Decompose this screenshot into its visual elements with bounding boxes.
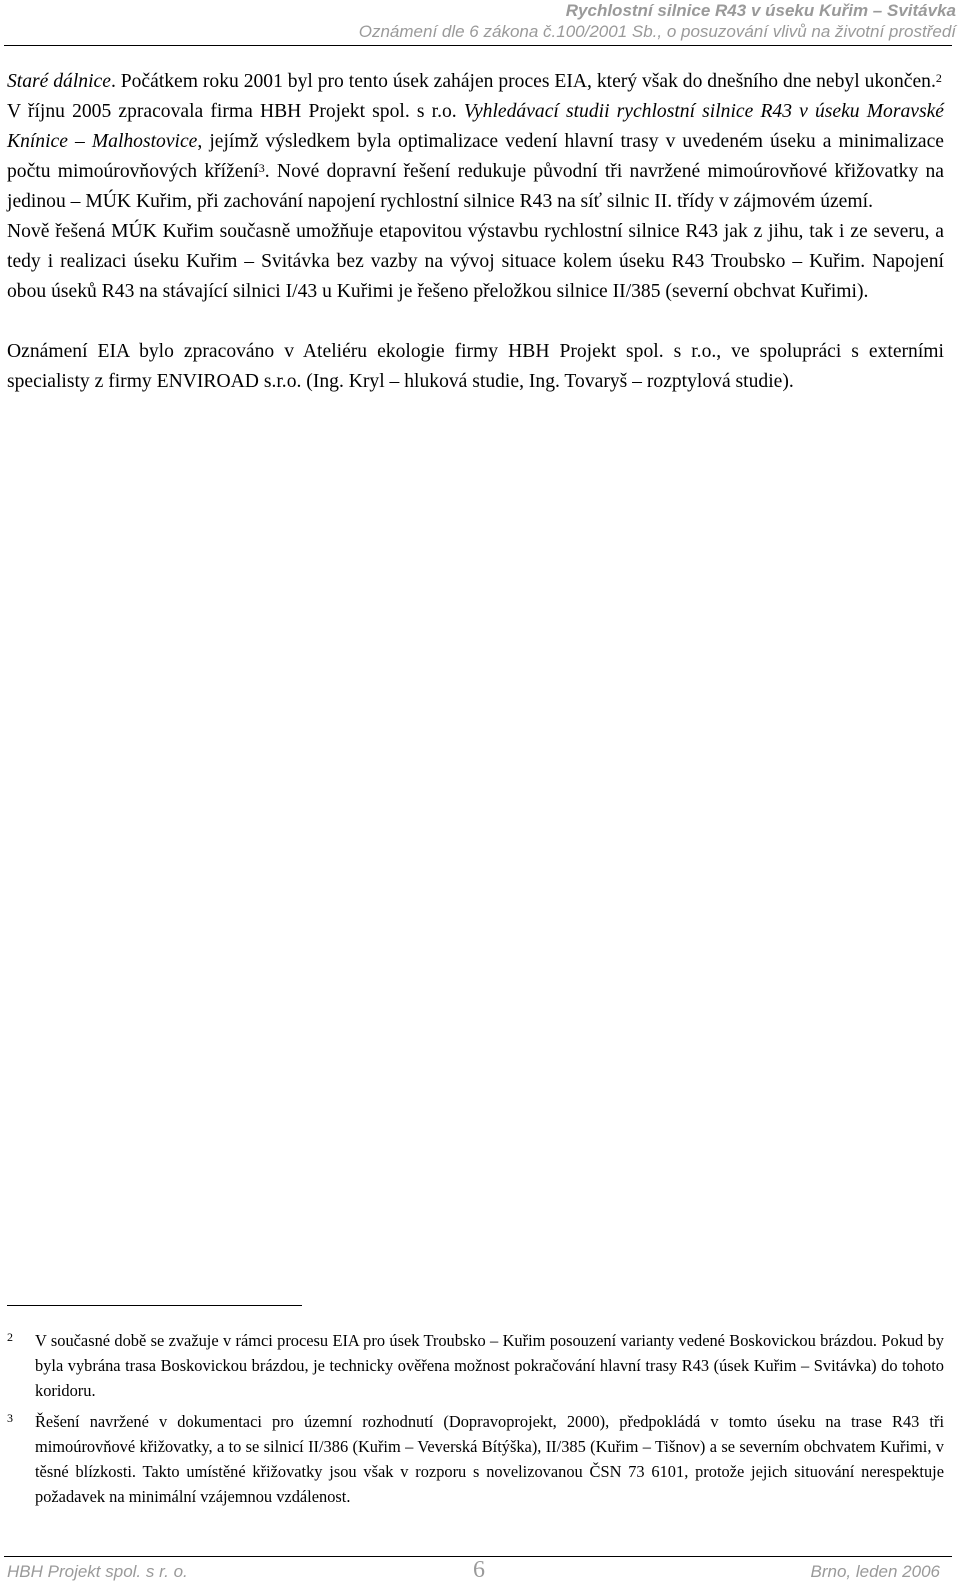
footnotes [7,1328,944,1515]
footnote-divider [7,1305,302,1306]
page-number: 6 [473,1557,485,1583]
footnote-text: Řešení navržené v dokumentaci pro územní rozhodnutí (Dopravoprojekt, 2000), předpokládá v tomto úseku na trase R43 tři mimoúrovňové křižovatky, a to se silnicí II/386 (Kuřim – Veverská Bítýška), II/385 (Kuřim – Tišnov) a se severním obchvatem Kuřimi, v těsné blízkosti. Takto umístěné křižovatky jsou však v rozporu s novelizovanou ČSN 73 6101, protože jejich situování nerespektuje požadavek na minimální vzájemnou vzdálenost. [35,1412,944,1506]
paragraph-1 [7,67,944,97]
page-footer [7,1559,944,1585]
header-subtitle: Oznámení dle 6 zákona č.100/2001 Sb., o posuzování vlivů na životní prostředí [358,22,956,41]
document-body [7,67,944,397]
paragraph-2-text-a: V říjnu 2005 zpracovala firma HBH Projekt spol. s r.o. [7,101,464,122]
footnote-ref-3[interactable]: 3 [258,161,265,175]
paragraph-1-italic: Staré dálnice [7,71,111,92]
footnote-ref-2[interactable]: 2 [935,71,942,85]
footnote-number: 3 [7,1411,13,1425]
paragraph-1-text: . Počátkem roku 2001 byl pro tento úsek zahájen proces EIA, který však do dnešního dne nebyl ukončen. [110,71,936,92]
paragraph-2-text-b: , jejímž výsledkem byla optimalizace vedení hlavní trasy v uvedeném úseku a minimalizace počtu mimoúrovňových křížení [7,131,945,182]
footnote-2 [7,1328,944,1403]
study-title: Vyhledávací studii rychlostní silnice R43 v úseku Moravské Knínice – Malhostovice [7,101,944,152]
paragraph-2 [7,97,944,217]
footer-company: HBH Projekt spol. s r. o. [7,1562,188,1581]
header-title: Rychlostní silnice R43 v úseku Kuřim – Svitávka [565,1,956,20]
paragraph-4: Oznámení EIA bylo zpracováno v Ateliéru ekologie firmy HBH Projekt spol. s r.o., ve spolupráci s externími specialisty z firmy ENVIROAD s.r.o. (Ing. Kryl – hluková studie, Ing. Tovaryš – rozptylová studie). [7,341,944,392]
footnote-text: V současné době se zvažuje v rámci procesu EIA pro úsek Troubsko – Kuřim posouzení varianty vedené Boskovickou brázdou. Pokud by byla vybrána trasa Boskovickou brázdou, je technicky ověřena možnost pokračování hlavní trasy R43 (úsek Kuřim – Svitávka) do tohoto koridoru. [35,1331,944,1400]
header-divider [4,45,952,46]
footnote-number: 2 [7,1330,13,1344]
footer-date: Brno, leden 2006 [810,1562,940,1581]
paragraph-2-text-c: . Nové dopravní řešení redukuje původní tři navržené mimoúrovňové křižovatky na jedinou – MÚK Kuřim, při zachování napojení rychlostní silnice R43 na síť silnic II. třídy v zájmovém území. [7,161,945,212]
paragraph-3: Nově řešená MÚK Kuřim současně umožňuje etapovitou výstavbu rychlostní silnice R43 jak z jihu, tak i ze severu, a tedy i realizaci úseku Kuřim – Svitávka bez vazby na vývoj situace kolem úseku R43 Troubsko – Kuřim. Napojení obou úseků R43 na stávající silnici I/43 u Kuřimi je řešeno přeložkou silnice II/385 (severní obchvat Kuřimi). [7,221,944,302]
footnote-3 [7,1409,944,1509]
page-header [16,0,956,42]
